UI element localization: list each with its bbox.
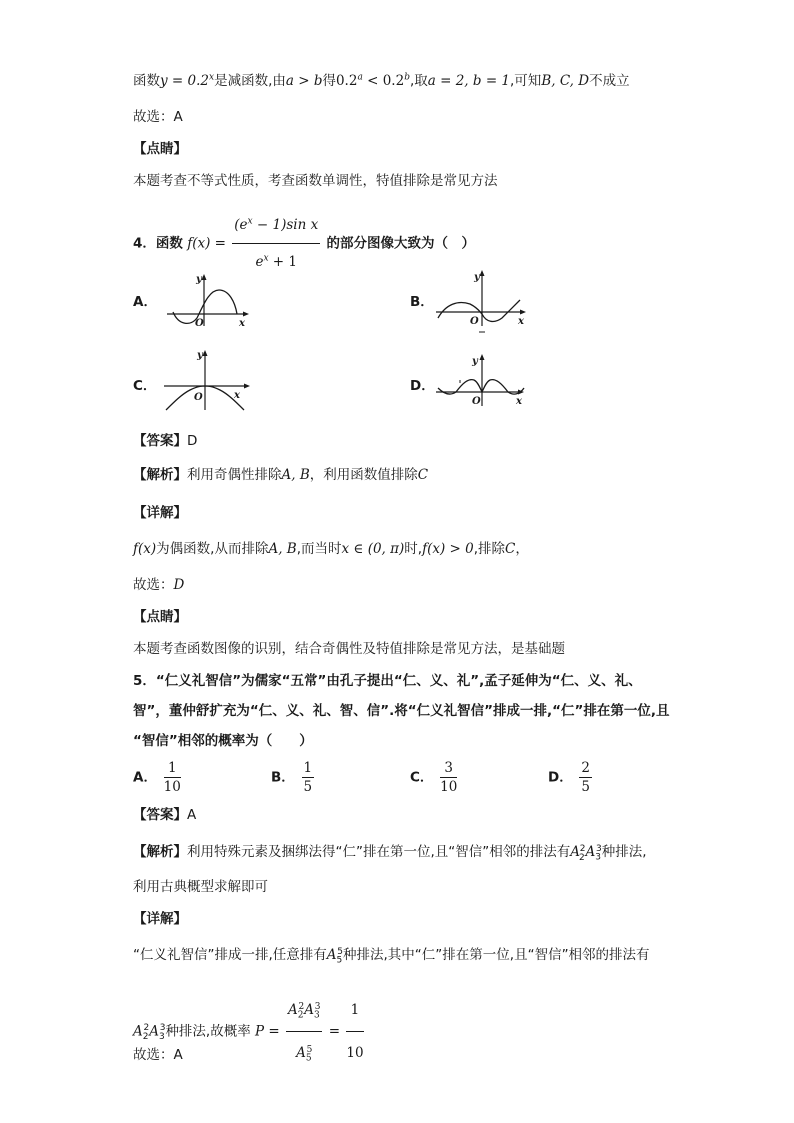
q5-line-1: 5．“仁义礼智信”为儒家“五常”由孔子提出“仁、义、礼”,孟子延伸为“仁、义、礼、: [133, 673, 642, 689]
text: ,排除: [473, 541, 506, 557]
question-number: 4．函数: [133, 235, 183, 252]
q4-select: [133, 576, 184, 594]
math: A: [288, 1002, 298, 1018]
text: 种排法,: [601, 844, 647, 860]
math: D: [173, 577, 185, 593]
q5-jiexi-line-2: 利用古典概型求解即可: [133, 879, 268, 895]
axis-y-label: y: [472, 356, 478, 367]
q5-line-3: “智信”相邻的概率为（ ）: [133, 733, 313, 749]
option-d-label: D．: [410, 378, 435, 394]
axis-y-label: y: [474, 272, 480, 283]
axis-x-label: x: [516, 396, 522, 407]
numerator: 2: [581, 760, 591, 776]
math-exp: b: [404, 72, 410, 83]
math: C: [417, 467, 429, 483]
fraction: [346, 990, 363, 1073]
fraction: [440, 760, 457, 795]
origin-label: O: [195, 318, 204, 329]
question-4: [133, 208, 475, 279]
option-b-label: B．: [410, 294, 434, 310]
q4-xiangjie-heading: 【详解】: [133, 505, 187, 521]
origin-label: O: [472, 396, 481, 407]
math: f(x): [133, 541, 157, 557]
q5-option-c: [410, 760, 459, 795]
math: C: [505, 541, 516, 557]
math-exp: x: [247, 216, 253, 227]
numerator: 1: [346, 990, 363, 1032]
option-label: A．: [133, 769, 157, 786]
math: =: [328, 1023, 341, 1040]
axis-x-label: x: [239, 318, 245, 329]
text: 利用奇偶性排除: [187, 467, 282, 483]
text: ,而当时: [296, 541, 342, 557]
math: a > b: [285, 73, 323, 89]
math: f(x) > 0: [422, 541, 474, 557]
numerator: 1: [164, 760, 181, 778]
q5-option-a: [133, 760, 183, 795]
q4-jiexi: [133, 466, 428, 484]
math: < 0.2: [362, 73, 405, 89]
math: A: [326, 947, 337, 963]
denominator: 5: [581, 779, 591, 795]
math: a = 2, b = 1: [427, 73, 511, 89]
fraction: [164, 760, 181, 795]
axis-x-label: x: [518, 316, 524, 327]
tag: 【解析】: [133, 844, 187, 860]
text: ，利用函数值排除: [309, 467, 418, 483]
numerator: 3: [440, 760, 457, 778]
fraction: [302, 760, 315, 795]
text: 函数: [133, 73, 160, 89]
math: A: [296, 1045, 306, 1061]
text: 是减函数,由: [214, 73, 286, 89]
math: A: [304, 1002, 314, 1018]
q5-line-2: 智”，董仲舒扩充为“仁、义、礼、智、信”.将“仁义礼智信”排成一排,“仁”排在第一位,且: [133, 703, 670, 719]
denominator: 10: [440, 779, 458, 795]
fraction: [232, 208, 320, 279]
dianjing-3-heading: 【点睛】: [133, 141, 187, 157]
math: A: [149, 1023, 159, 1040]
text: ，: [515, 541, 529, 557]
text: ,取: [409, 73, 428, 89]
option-label: C．: [410, 769, 434, 786]
math: A, B: [268, 541, 297, 557]
text: 故选：: [133, 577, 174, 593]
math: − 1)sin x: [252, 217, 319, 233]
text: 为偶函数,从而排除: [156, 541, 269, 557]
math: (e: [234, 217, 248, 233]
dianjing-3-body: 本题考查不等式性质，考查函数单调性，特值排除是常见方法: [133, 173, 498, 189]
math-exp: x: [209, 72, 215, 83]
text: 时,: [404, 541, 423, 557]
axis-y-label: y: [197, 350, 203, 361]
p1-line: [133, 72, 630, 90]
text: 的部分图像大致为（ ）: [326, 235, 475, 252]
denominator: 10: [163, 779, 181, 795]
q5-select: 故选：A: [133, 1047, 183, 1063]
graph-option-c: [160, 346, 260, 416]
math: 0.2: [335, 73, 358, 89]
text: “仁义礼智信”排成一排,任意排有: [133, 947, 327, 963]
math: A, B: [281, 467, 310, 483]
graph-option-b: [432, 266, 532, 336]
math: y = 0.2: [160, 73, 209, 89]
q5-xiangjie-heading: 【详解】: [133, 911, 187, 927]
denominator: 5: [303, 779, 313, 795]
text: 种排法,故概率: [165, 1023, 251, 1040]
text: 利用特殊元素及捆绑法得“仁”排在第一位,且“智信”相邻的排法有: [187, 844, 571, 860]
option-c-label: C．: [133, 378, 157, 394]
fraction: $\frac{A_2^2A_3^3}{A_5^5}$: [286, 990, 322, 1073]
origin-label: O: [470, 316, 479, 327]
graph-option-d: [432, 350, 532, 410]
graph-option-a: [163, 270, 253, 330]
option-a-label: A．: [133, 294, 157, 310]
text: 种排法,其中“仁”排在第一位,且“智信”相邻的排法有: [343, 947, 650, 963]
math: x ∈ (0, π): [341, 541, 405, 557]
q4-dianjing-heading: 【点睛】: [133, 609, 187, 625]
option-label: B．: [271, 769, 295, 786]
math: P =: [255, 1023, 280, 1040]
text: 得: [322, 73, 336, 89]
text: ,可知: [510, 73, 542, 89]
answer-value: D: [187, 433, 198, 449]
q5-detail-1: “仁义礼智信”排成一排,任意排有$A_5^5$种排法,其中“仁”排在第一位,且“智信”相邻的排法有: [133, 946, 650, 966]
text: 不成立: [589, 73, 630, 89]
tag: 【答案】: [133, 433, 187, 449]
math: A: [133, 1023, 143, 1040]
q4-detail: [133, 540, 529, 558]
answer-3: 故选：A: [133, 109, 183, 125]
math: B, C, D: [541, 73, 590, 89]
q4-answer: [133, 432, 197, 450]
math: + 1: [268, 254, 297, 270]
q5-option-d: [548, 760, 594, 795]
fraction: [579, 760, 592, 795]
answer-value: A: [187, 807, 197, 823]
denominator: 10: [346, 1045, 364, 1061]
numerator: 1: [303, 760, 313, 776]
axis-y-label: y: [196, 274, 202, 285]
math: e: [255, 254, 264, 270]
math-exp: a: [357, 72, 363, 83]
math-exp: x: [263, 253, 269, 264]
q5-answer: [133, 806, 196, 824]
q5-detail-2: $A_2^2A_3^3$种排法,故概率 P = $\frac{A_2^2A_3^3}{A_5^5}$ = $\frac{1}{10}$: [133, 990, 366, 1073]
tag: 【解析】: [133, 467, 187, 483]
origin-label: O: [194, 392, 203, 403]
option-label: D．: [548, 769, 573, 786]
axis-x-label: x: [234, 390, 240, 401]
q5-jiexi: 【解析】利用特殊元素及捆绑法得“仁”排在第一位,且“智信”相邻的排法有$A_2^2A_3^3$种排法,: [133, 843, 647, 863]
q4-dianjing-body: 本题考查函数图像的识别，结合奇偶性及特值排除是常见方法，是基础题: [133, 641, 565, 657]
math: A: [585, 844, 596, 860]
math: f(x) =: [187, 235, 226, 252]
math: A: [570, 844, 581, 860]
q5-option-b: [271, 760, 316, 795]
tag: 【答案】: [133, 807, 187, 823]
